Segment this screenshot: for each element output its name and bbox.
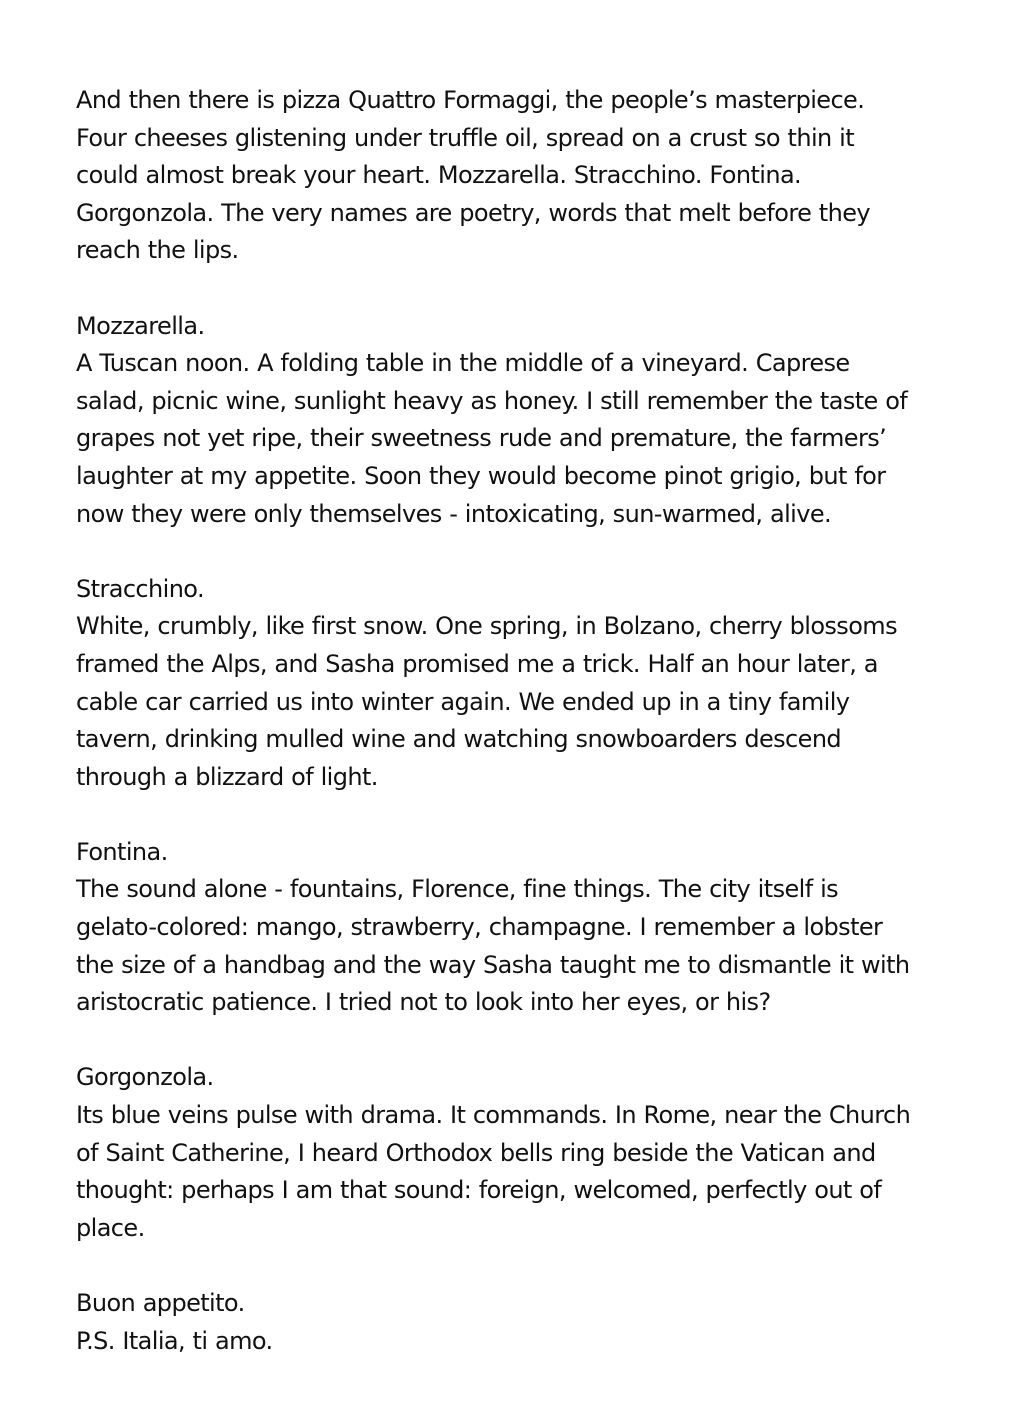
text-line: gelato-colored: mango, strawberry, champagne. I remember a lobster — [76, 913, 883, 942]
mozzarella-section — [76, 308, 976, 534]
text-line: White, crumbly, like first snow. One spring, in Bolzano, cherry blossoms — [76, 612, 897, 641]
text-body — [76, 82, 976, 1360]
postscript-line: P.S. Italia, ti amo. — [76, 1326, 273, 1355]
section-heading: Fontina. — [76, 837, 168, 866]
text-line: place. — [76, 1213, 145, 1242]
text-line: the size of a handbag and the way Sasha taught me to dismantle it with — [76, 950, 910, 979]
text-line: aristocratic patience. I tried not to look into her eyes, or his? — [76, 988, 771, 1017]
text-line: thought: perhaps I am that sound: foreign, welcomed, perfectly out of — [76, 1176, 882, 1205]
text-line: of Saint Catherine, I heard Orthodox bells ring beside the Vatican and — [76, 1138, 876, 1167]
text-line: now they were only themselves - intoxicating, sun-warmed, alive. — [76, 499, 832, 528]
text-line: grapes not yet ripe, their sweetness rude and premature, the farmers’ — [76, 424, 887, 453]
section-heading: Gorgonzola. — [76, 1063, 214, 1092]
text-line: could almost break your heart. Mozzarella. Stracchino. Fontina. — [76, 161, 802, 190]
section-heading: Stracchino. — [76, 574, 204, 603]
text-line: reach the lips. — [76, 236, 239, 265]
text-line: A Tuscan noon. A folding table in the middle of a vineyard. Caprese — [76, 349, 850, 378]
text-line: cable car carried us into winter again. We ended up in a tiny family — [76, 687, 850, 716]
text-line: through a blizzard of light. — [76, 762, 378, 791]
text-line: framed the Alps, and Sasha promised me a trick. Half an hour later, a — [76, 649, 878, 678]
section-heading: Mozzarella. — [76, 311, 205, 340]
closing-section — [76, 1285, 976, 1360]
gorgonzola-section — [76, 1059, 976, 1247]
text-line: tavern, drinking mulled wine and watching snowboarders descend — [76, 725, 842, 754]
fontina-section — [76, 834, 976, 1022]
text-line: salad, picnic wine, sunlight heavy as honey. I still remember the taste of — [76, 386, 908, 415]
text-line: Gorgonzola. The very names are poetry, words that melt before they — [76, 198, 870, 227]
closing-line: Buon appetito. — [76, 1289, 245, 1317]
intro-paragraph — [76, 82, 976, 270]
text-line: Its blue veins pulse with drama. It commands. In Rome, near the Church — [76, 1101, 911, 1130]
stracchino-section — [76, 571, 976, 797]
text-line: And then there is pizza Quattro Formaggi, the people’s masterpiece. — [76, 86, 865, 114]
text-line: laughter at my appetite. Soon they would become pinot grigio, but for — [76, 461, 886, 490]
text-line: Four cheeses glistening under truffle oil, spread on a crust so thin it — [76, 123, 855, 152]
text-line: The sound alone - fountains, Florence, fine things. The city itself is — [76, 875, 839, 904]
